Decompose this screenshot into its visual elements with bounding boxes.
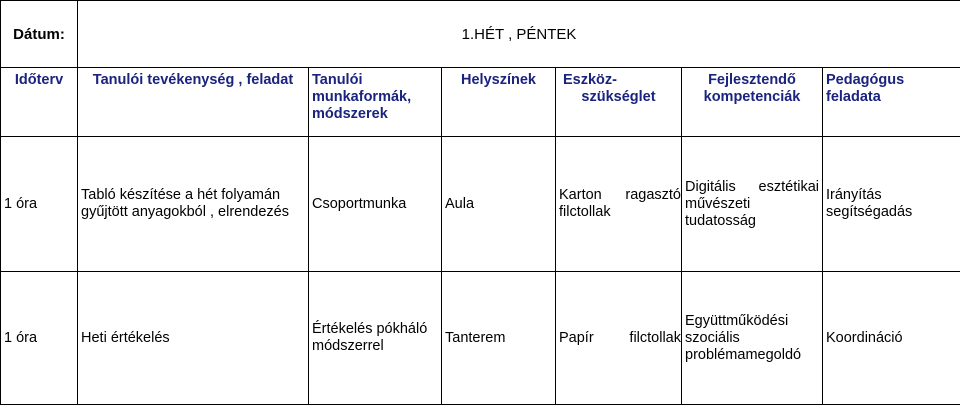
col-header-place: Helyszínek <box>442 68 556 137</box>
row2-time: 1 óra <box>1 272 78 405</box>
col-header-method: Tanulói munkaformák, módszerek <box>309 68 442 137</box>
row1-activity: Tabló készítése a hét folyamán gyűjtött anyagokból , elrendezés <box>78 137 309 272</box>
date-label: Dátum: <box>1 1 78 68</box>
table-row <box>1 272 960 405</box>
col-header-competence: Fejlesztendő kompetenciák <box>682 68 823 137</box>
row1-place: Aula <box>442 137 556 272</box>
col-header-time: Időterv <box>1 68 78 137</box>
row1-teacher: Irányítás segítségadás <box>823 137 960 272</box>
row2-activity: Heti értékelés <box>78 272 309 405</box>
date-value: 1.HÉT , PÉNTEK <box>78 1 960 68</box>
col-header-tools: Eszköz- szükséglet <box>556 68 682 137</box>
row1-method: Csoportmunka <box>309 137 442 272</box>
col-header-teacher: Pedagógus feladata <box>823 68 960 137</box>
row1-time: 1 óra <box>1 137 78 272</box>
row1-tools: Karton ragasztó filctollak <box>556 137 682 272</box>
row2-tools: Papír filctollak <box>556 272 682 405</box>
header-row <box>1 68 960 137</box>
row2-teacher: Koordináció <box>823 272 960 405</box>
row2-method: Értékelés pókháló módszerrel <box>309 272 442 405</box>
row2-competence: Együttműködési szociális problémamegoldó <box>682 272 823 405</box>
row2-place: Tanterem <box>442 272 556 405</box>
date-row <box>1 1 960 68</box>
table-row <box>1 137 960 272</box>
row1-competence: Digitális esztétikai művészeti tudatosság <box>682 137 823 272</box>
col-header-activity: Tanulói tevékenység , feladat <box>78 68 309 137</box>
